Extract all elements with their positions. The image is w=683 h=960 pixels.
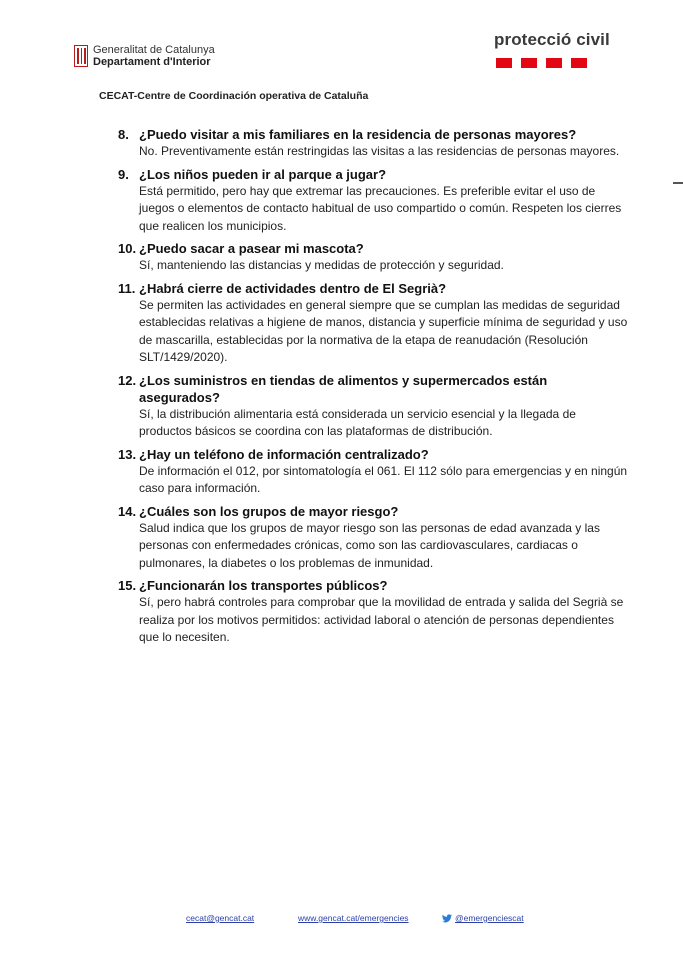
faq-answer: Salud indica que los grupos de mayor riesgo son las personas de edad avanzada y las personas con enfermedades crónicas, como son las cardiovasculares, cardiacas o pulmonares, la diabetes o los problemas de inmunidad. bbox=[139, 520, 600, 570]
document-subtitle: CECAT-Centre de Coordinación operativa de Cataluña bbox=[99, 90, 369, 102]
proteccio-civil-logo bbox=[494, 30, 610, 68]
faq-answer: No. Preventivamente están restringidas las visitas a las residencias de personas mayores. bbox=[139, 144, 620, 158]
footer bbox=[0, 913, 683, 927]
faq-item bbox=[118, 280, 628, 367]
faq-number: 12. bbox=[118, 372, 137, 388]
faq-answer: Sí, manteniendo las distancias y medidas de protección y seguridad. bbox=[139, 258, 504, 272]
faq-question: ¿Puedo sacar a pasear mi mascota? bbox=[139, 241, 364, 256]
faq-question: ¿Los suministros en tiendas de alimentos y supermercados están asegurados? bbox=[139, 372, 548, 405]
gencat-name: Generalitat de Catalunya bbox=[93, 44, 215, 56]
faq-number: 15. bbox=[118, 578, 137, 593]
faq-answer: Está permitido, pero hay que extremar las precauciones. Es preferible evitar el uso de juegos o elementos de contacto habitual de uso compartido o común. Respeten los cierres que realicen los municipios. bbox=[139, 183, 622, 233]
faq-question: ¿Los niños pueden ir al parque a jugar? bbox=[139, 166, 387, 182]
faq-question: ¿Habrá cierre de actividades dentro de El Segrià? bbox=[139, 280, 447, 296]
faq-item bbox=[118, 372, 628, 441]
faq-number: 14. bbox=[118, 503, 137, 519]
faq-item bbox=[118, 577, 628, 647]
faq-number: 13. bbox=[118, 446, 137, 462]
faq-question: ¿Puedo visitar a mis familiares en la residencia de personas mayores? bbox=[139, 127, 577, 142]
twitter-handle-link[interactable]: @emergenciescat bbox=[455, 913, 524, 923]
proteccio-civil-title: protecció civil bbox=[494, 30, 610, 49]
faq-answer: Sí, la distribución alimentaria está considerada un servicio esencial y la llegada de productos básicos se coordina con las plataformas de distribución. bbox=[139, 406, 576, 438]
faq-answer: Se permiten las actividades en general siempre que se cumplan las medidas de seguridad establecidas relativas a higiene de manos, distancia y superficie mínima de seguridad y uso de mascarilla, establecidas por la normativa de la etapa de reanudación (Resolución SLT/1429/2020). bbox=[139, 297, 628, 364]
gencat-logo bbox=[74, 44, 215, 68]
faq-question: ¿Hay un teléfono de información centralizado? bbox=[139, 446, 429, 462]
department-name: Departament d'Interior bbox=[93, 56, 211, 68]
page-edge-mark bbox=[673, 182, 683, 184]
faq-item bbox=[118, 446, 628, 498]
faq-number: 8. bbox=[118, 127, 129, 142]
faq-item bbox=[118, 126, 628, 161]
faq-item bbox=[118, 503, 628, 573]
faq-number: 9. bbox=[118, 166, 129, 182]
faq-question: ¿Cuáles son los grupos de mayor riesgo? bbox=[139, 503, 399, 519]
faq-number: 10. bbox=[118, 241, 137, 256]
faq-question: ¿Funcionarán los transportes públicos? bbox=[139, 578, 388, 593]
faq-answer: Sí, pero habrá controles para comprobar que la movilidad de entrada y salida del Segrià se realiza por los motivos permitidos: actividad laboral o atención de personas dependientes que lo necesiten. bbox=[139, 595, 624, 644]
gencat-emblem-icon bbox=[74, 45, 88, 67]
email-link[interactable]: cecat@gencat.cat bbox=[186, 913, 255, 923]
faq-item bbox=[118, 240, 628, 275]
proteccio-civil-squares bbox=[496, 58, 610, 68]
website-link[interactable]: www.gencat.cat/emergencies bbox=[298, 913, 409, 923]
faq-item bbox=[118, 166, 628, 236]
faq-number: 11. bbox=[118, 280, 136, 296]
twitter-bird-icon bbox=[442, 914, 452, 923]
twitter-link-group[interactable] bbox=[442, 913, 524, 923]
faq-answer: De información el 012, por sintomatología el 061. El 112 sólo para emergencias y en ningún caso para información. bbox=[139, 463, 628, 495]
faq-list bbox=[118, 126, 628, 652]
